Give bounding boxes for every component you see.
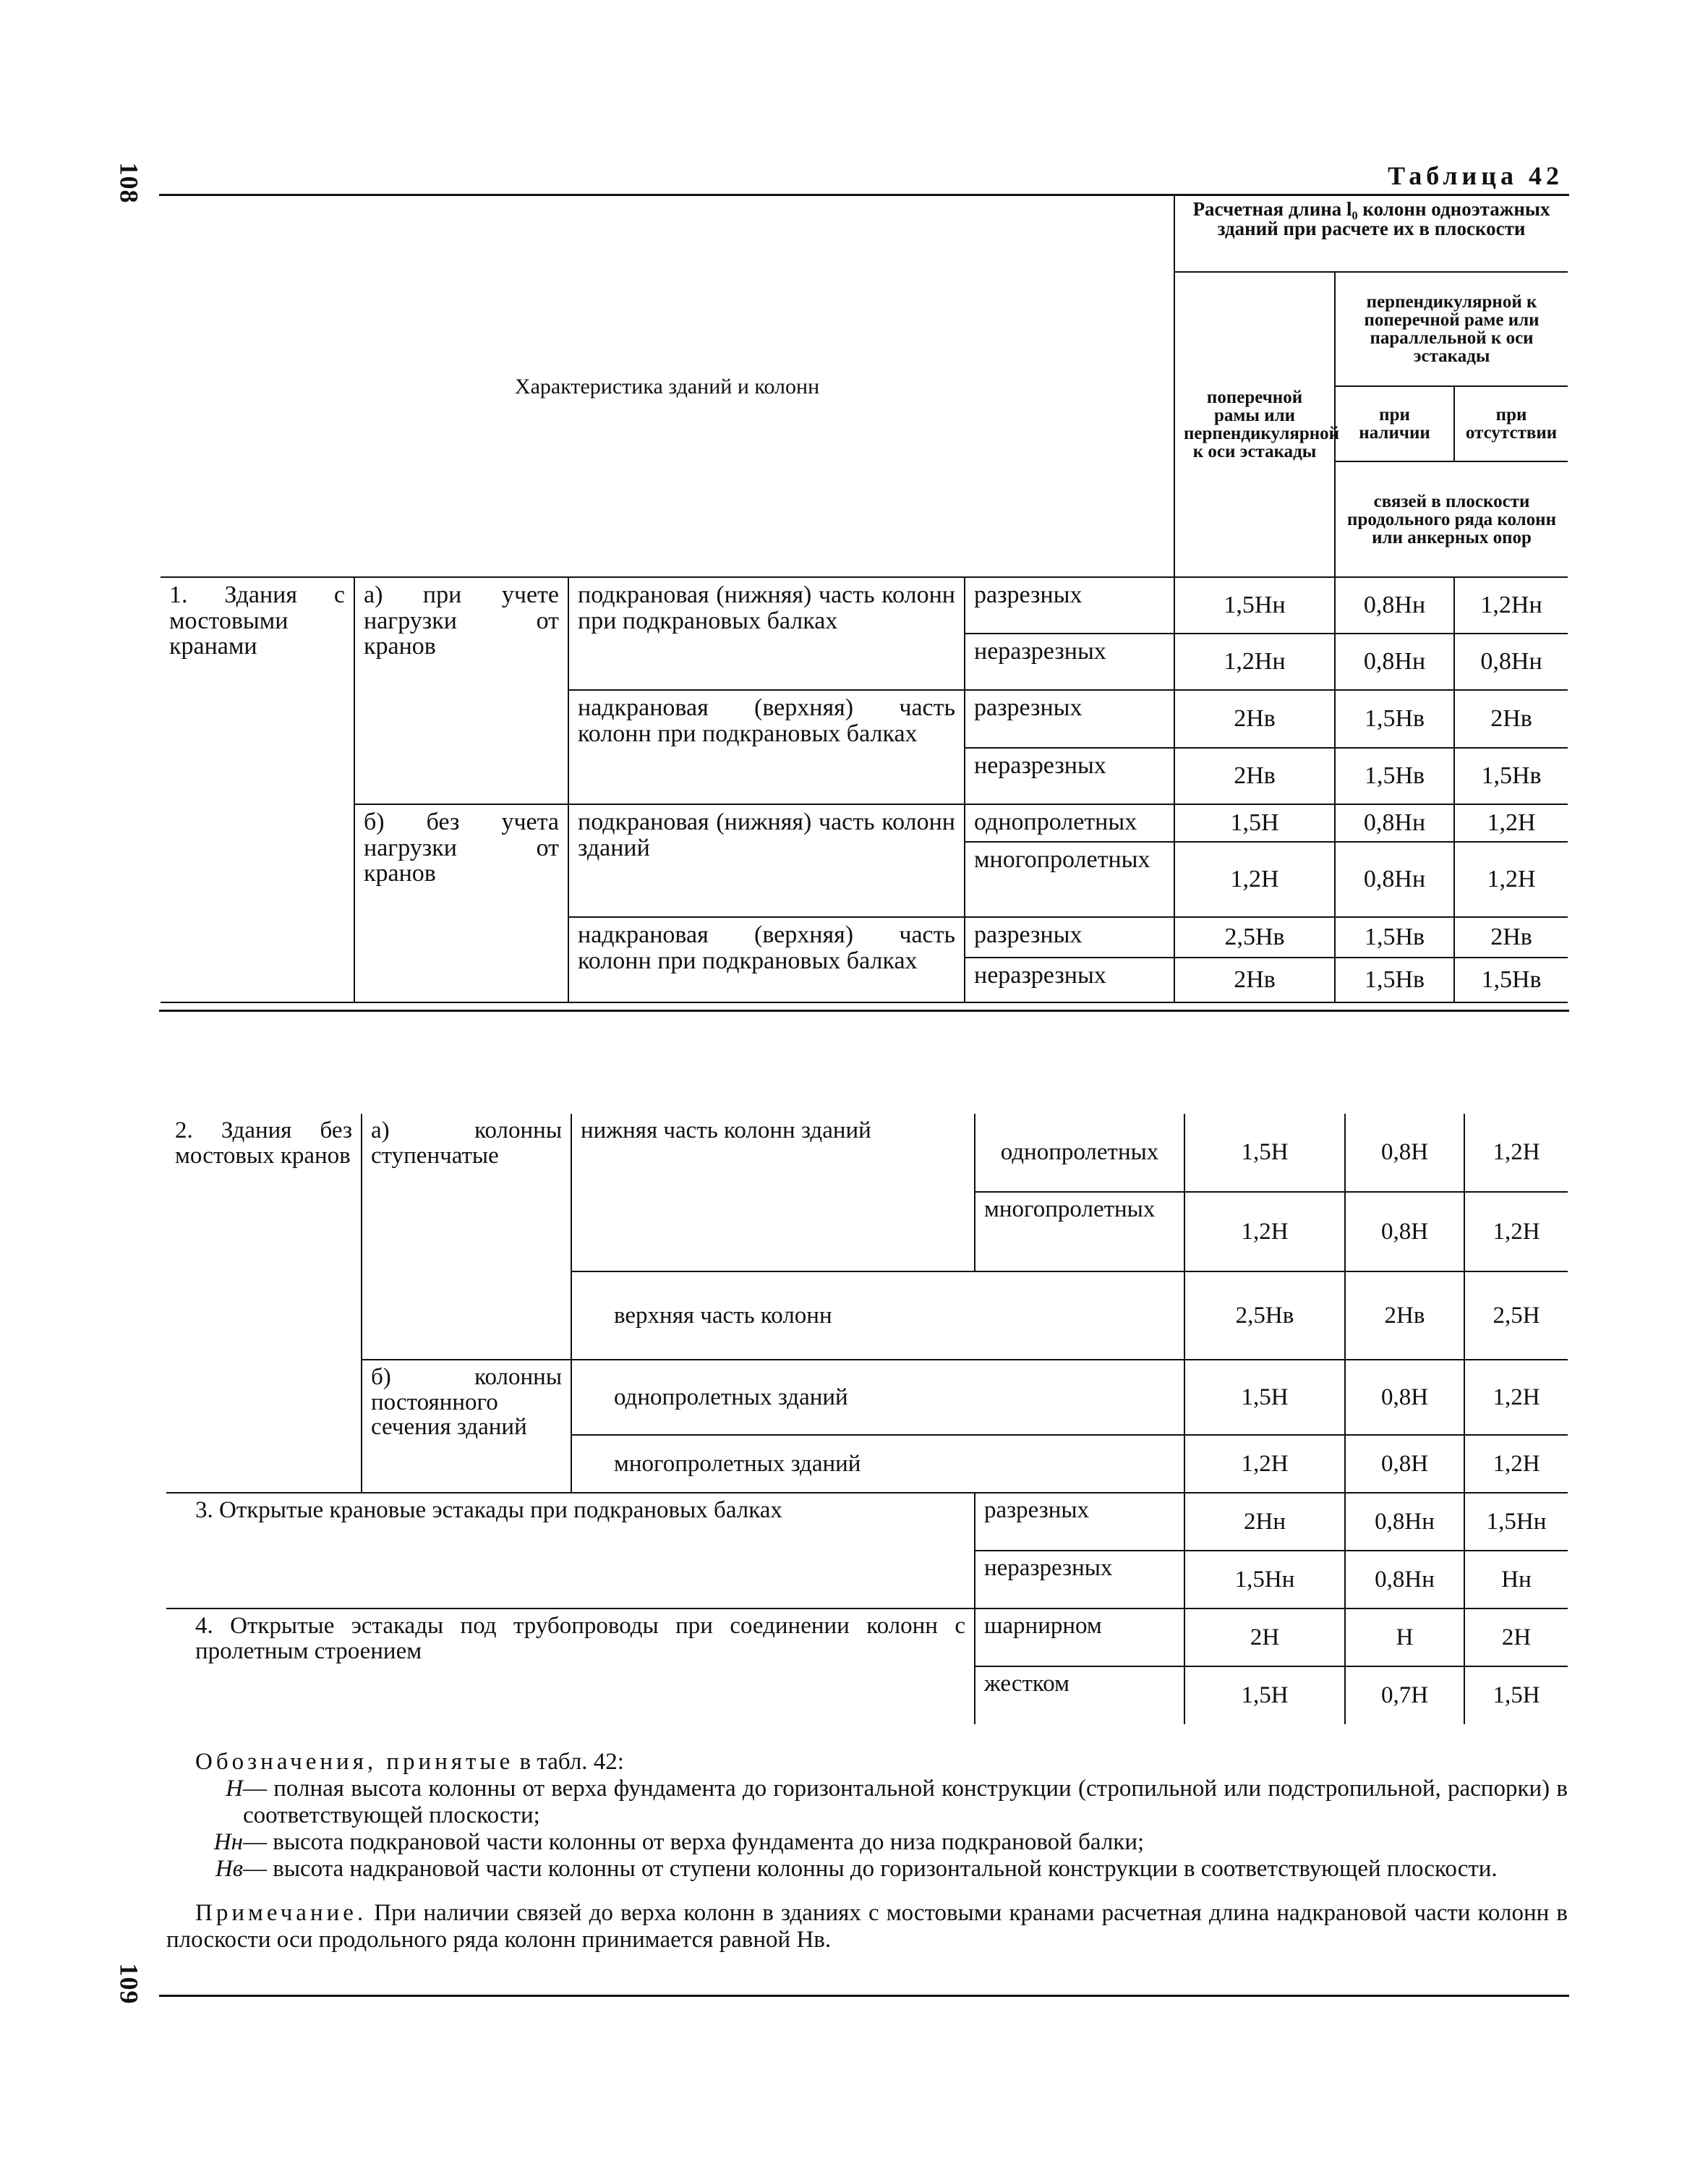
table-cell: 0,8Hн — [1335, 577, 1454, 634]
table-cell: 1,2H — [1454, 842, 1568, 917]
row2a-label: а) колонны ступенчатые — [371, 1117, 562, 1169]
table-cell: 2,5Hв — [1174, 917, 1335, 958]
table-cell: 1,5Hв — [1335, 690, 1454, 748]
page-number-bottom: 109 — [114, 1963, 144, 2005]
table-cell: 1,2H — [1454, 804, 1568, 842]
notes-heading: Обозначения, принятые — [195, 1749, 514, 1775]
table-cell: неразрезных — [965, 958, 1174, 1002]
table-cell: многопролетных — [965, 842, 1174, 917]
table-cell: 1,2H — [1464, 1360, 1568, 1435]
table-cell: H — [1345, 1608, 1464, 1666]
table-cell: 0,8H — [1345, 1360, 1464, 1435]
table-cell: 1,2Hн — [1174, 634, 1335, 690]
table-cell: 1,5H — [1184, 1666, 1345, 1724]
note-symbol: Hв — [215, 1855, 243, 1882]
note-symbol: Hн — [213, 1828, 243, 1855]
header-transverse-frame: поперечной рамы или перпендикулярной к оси эстакады — [1184, 388, 1340, 461]
table-42-part2 — [166, 1114, 1568, 1724]
row1a-lower: подкрановая (нижняя) часть колонн при подкрановых балках — [578, 581, 955, 634]
header-without-ties: при отсутствии — [1465, 405, 1558, 443]
row2-label: 2. Здания без мостовых кранов — [175, 1117, 352, 1169]
table-cell: неразрезных — [975, 1551, 1184, 1608]
table-cell: 1,5Hв — [1454, 748, 1568, 804]
table-cell: 0,8H — [1345, 1435, 1464, 1493]
row1b-lower: подкрановая (нижняя) часть колонн зданий — [578, 809, 955, 861]
table-cell: 1,2H — [1174, 842, 1335, 917]
table-cell: 1,5Hв — [1335, 958, 1454, 1002]
table1-bottom-rule — [159, 1010, 1569, 1012]
table-cell: 2Hв — [1174, 958, 1335, 1002]
table-cell: 2Hв — [1345, 1271, 1464, 1360]
table-caption: Таблица 42 — [1388, 161, 1563, 190]
table-cell: 2H — [1184, 1608, 1345, 1666]
note-text: — высота надкрановой части колонны от ступени колонны до горизонтальной конструкции в соответствующей плоскости. — [243, 1855, 1498, 1882]
table-cell: 1,2H — [1464, 1435, 1568, 1493]
row1b-label: б) без учета нагрузки от кранов — [364, 809, 559, 887]
table-cell: однопролетных — [975, 1114, 1184, 1192]
row2b-single: однопролетных зданий — [614, 1384, 848, 1410]
header-ties-plane: связей в плоскости продольного ряда колонн или анкерных опор — [1347, 491, 1556, 547]
note-item — [166, 1829, 1568, 1856]
table-cell: 2Hв — [1174, 748, 1335, 804]
row3-label: 3. Открытые крановые эстакады при подкрановых балках — [195, 1497, 782, 1523]
note-text: — высота подкрановой части колонны от верха фундамента до низа подкрановой балки; — [243, 1828, 1145, 1855]
table-cell: 2,5H — [1464, 1271, 1568, 1360]
table-cell: 1,5Hв — [1454, 958, 1568, 1002]
row1a-label: а) при учете нагрузки от кранов — [364, 581, 559, 660]
notes-block — [166, 1749, 1568, 1953]
table-cell: 0,8Hн — [1345, 1551, 1464, 1608]
table-cell: 1,5H — [1184, 1360, 1345, 1435]
table-cell: 2Hн — [1184, 1493, 1345, 1551]
table-cell: 1,2H — [1184, 1435, 1345, 1493]
table-cell: 2H — [1464, 1608, 1568, 1666]
table-cell: 1,2H — [1464, 1192, 1568, 1271]
note-item — [166, 1776, 1568, 1829]
note-text: — полная высота колонны от верха фундамента до горизонтальной конструкции (стропильной или подстропильной, распорки) в соответствующей плоскости; — [243, 1775, 1568, 1828]
table-cell: 1,5Hн — [1464, 1493, 1568, 1551]
table-cell: 0,8H — [1345, 1192, 1464, 1271]
table-cell: 2Hв — [1454, 690, 1568, 748]
table-cell: 1,5Hв — [1335, 917, 1454, 958]
table-cell: 0,8Hн — [1335, 634, 1454, 690]
table-cell: многопролетных — [975, 1192, 1184, 1271]
page-number-top: 108 — [114, 162, 144, 204]
remark-text: При наличии связей до верха колонн в зданиях с мостовыми кранами расчетная длина надкрановой части колонн в плоскости оси продольного ряда колонн принимается равной Hв. — [166, 1899, 1568, 1953]
table-cell: 0,8Hн — [1335, 804, 1454, 842]
header-with-ties: при наличии — [1359, 405, 1430, 443]
table-cell: 0,8Hн — [1345, 1493, 1464, 1551]
table-cell: однопролетных — [965, 804, 1174, 842]
notes-heading-rest: в табл. 42: — [519, 1749, 624, 1775]
header-characteristic: Характеристика зданий и колонн — [514, 374, 820, 399]
header-design-length: Расчетная длина l₀ колонн одноэтажных зданий при расчете их в плоскости — [1192, 198, 1550, 239]
row2a-upper: верхняя часть колонн — [614, 1302, 832, 1329]
table-cell: разрезных — [965, 577, 1174, 634]
remark-label: Примечание. — [195, 1899, 367, 1926]
note-symbol: H — [226, 1775, 243, 1802]
table-cell: разрезных — [965, 690, 1174, 748]
table-cell: 2,5Hв — [1184, 1271, 1345, 1360]
row1a-upper: надкрановая (верхняя) часть колонн при подкрановых балках — [578, 694, 955, 747]
table-cell: разрезных — [965, 917, 1174, 958]
row1b-upper: надкрановая (верхняя) часть колонн при подкрановых балках — [578, 921, 955, 974]
table-cell: 0,7H — [1345, 1666, 1464, 1724]
table-cell: шарнирном — [975, 1608, 1184, 1666]
table-cell: разрезных — [975, 1493, 1184, 1551]
table-cell: 1,5H — [1184, 1114, 1345, 1192]
row2b-label: б) колонны постоянного сечения зданий — [371, 1364, 562, 1441]
table-cell: 1,2H — [1464, 1114, 1568, 1192]
note-item — [166, 1856, 1568, 1883]
table-cell: неразрезных — [965, 748, 1174, 804]
row2a-lower: нижняя часть колонн зданий — [581, 1117, 871, 1143]
row4-label: 4. Открытые эстакады под трубопроводы при соединении колонн с пролетным строением — [195, 1613, 965, 1664]
table-cell: жестком — [975, 1666, 1184, 1724]
table-cell: 1,5Hв — [1335, 748, 1454, 804]
row2b-multi: многопролетных зданий — [614, 1450, 861, 1477]
table-cell: Hн — [1464, 1551, 1568, 1608]
table-cell: неразрезных — [965, 634, 1174, 690]
table-42-part1 — [161, 195, 1568, 1003]
table-cell: 1,5Hн — [1184, 1551, 1345, 1608]
table-cell: 1,5H — [1174, 804, 1335, 842]
table-cell: 0,8Hн — [1335, 842, 1454, 917]
table-cell: 1,5Hн — [1174, 577, 1335, 634]
table-cell: 1,2Hн — [1454, 577, 1568, 634]
table-cell: 1,2H — [1184, 1192, 1345, 1271]
bottom-rule — [159, 1995, 1569, 1997]
row1-label: 1. Здания с мостовыми кранами — [169, 581, 345, 660]
table-cell: 0,8Hн — [1454, 634, 1568, 690]
table-cell: 1,5H — [1464, 1666, 1568, 1724]
table-cell: 0,8H — [1345, 1114, 1464, 1192]
table-cell: 2Hв — [1454, 917, 1568, 958]
table-cell: 2Hв — [1174, 690, 1335, 748]
header-perpendicular: перпендикулярной к поперечной раме или параллельной к оси эстакады — [1364, 292, 1540, 366]
